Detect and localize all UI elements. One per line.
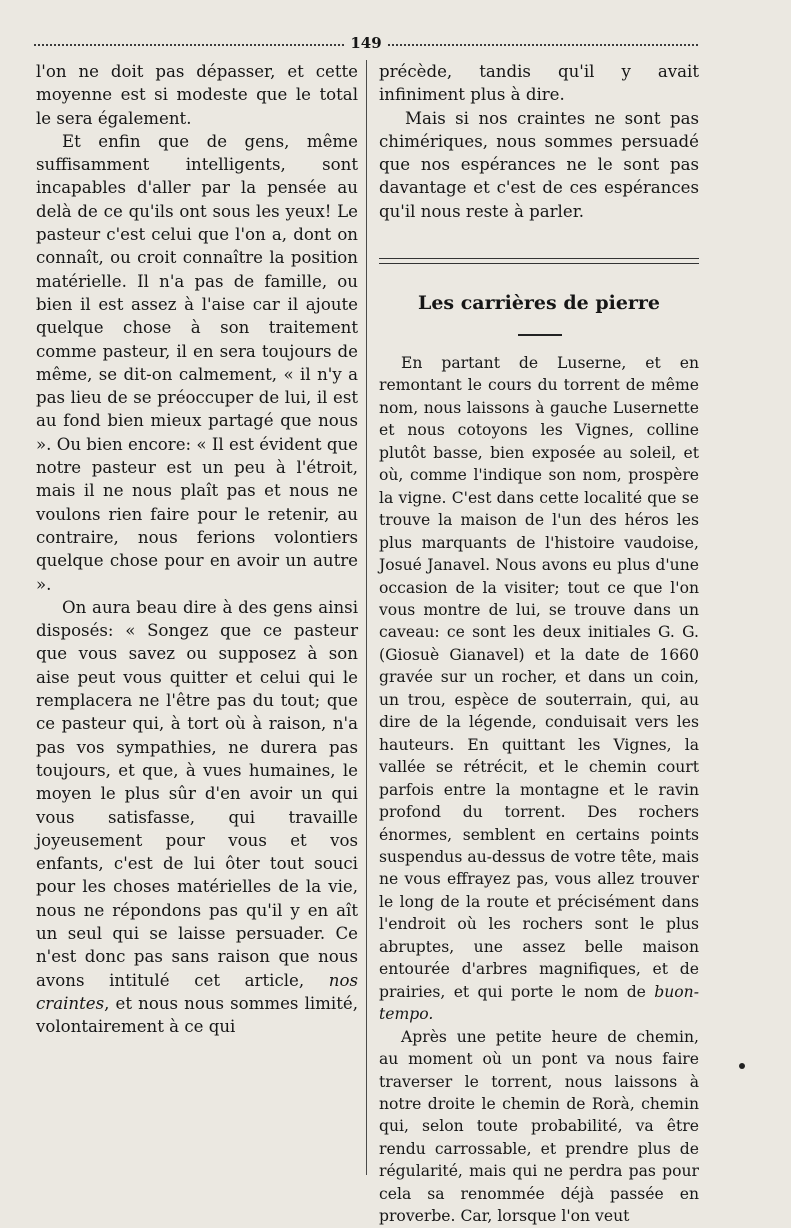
- right-column-article: [379, 352, 699, 1228]
- article-paragraph-1-italic: buon-tempo.: [379, 982, 699, 1024]
- section-double-rule: [379, 258, 699, 264]
- ink-speck: [739, 1063, 745, 1069]
- left-column: [36, 60, 358, 1038]
- left-paragraph-3-text: On aura beau dire à des gens ainsi disposés: « Songez que ce pasteur que vous savez ou supposez à son aise peut vous quitter et celui qui le remplacera ne l'être pas du tout; que ce pasteur qui, à tort où à raison, n'a pas vos sympathies, ne durera pas toujours, et que, à vues humaines, le moyen le plus sûr d'en avoir un qui vous satisfasse, qui travaille joyeusement pour vous et vos enfants, c'est de lui ôter tout souci pour les choses matérielles de la vie, nous ne répondons pas qu'il y en aît un seul qui se laisse persuader. Ce n'est donc pas sans raison que nous avons intitulé cet article,: [36, 597, 358, 990]
- article-paragraph-2: Après une petite heure de chemin, au moment où un pont va nous faire traverser le torrent, nous laissons à notre droite le chemin de Rorà, chemin qui, selon toute probabilité, va être rendu carrossable, et prendre plus de régularité, mais qui ne perdra pas pour cela sa renommée déjà passée en proverbe. Car, lorsque l'on veut: [379, 1027, 699, 1226]
- left-paragraph-3: [36, 596, 358, 1039]
- left-paragraph-3-end: , et nous nous sommes limité, volontairement à ce qui: [36, 993, 358, 1037]
- title-short-rule: [518, 334, 562, 336]
- right-column-top: [379, 60, 699, 223]
- article-paragraph-1-text: En partant de Luserne, et en remontant le cours du torrent de même nom, nous laissons à gauche Lusernette et nous cotoyons les Vignes, colline plutôt basse, bien exposée au soleil, et où, comme l'indique son nom, prospère la vigne. C'est dans cette localité que se trouve la maison de l'un des héros les plus marquants de l'histoire vaudoise, Josué Janavel. Nous avons eu plus d'une occasion de la visiter; tout ce que l'on vous montre de lui, se trouve dans un caveau: ce sont les deux initiales G. G. (Giosuè Gianavel) et la date de 1660 gravée sur un rocher, et dans un coin, un trou, espèce de souterrain, qui, au dire de la légende, conduisait vers les hauteurs. En quittant les Vignes, la vallée se rétrécit, et le chemin court parfois entre la montagne et le ravin profond du torrent. Des rochers énormes, semblent en certains points suspendus au-dessus de votre tête, mais ne vous effrayez pas, vous allez trouver le long de la route et précisément dans l'endroit où les rochers sont le plus abruptes, une assez belle maison entourée d'arbres magnifiques, et de prairies, et qui porte le nom de: [379, 354, 699, 1001]
- left-paragraph-1: l'on ne doit pas dépasser, et cette moyenne est si modeste que le total le sera également.: [36, 62, 358, 128]
- page-number: 149: [350, 34, 382, 52]
- right-paragraph-1: précède, tandis qu'il y avait infiniment plus à dire.: [379, 62, 699, 105]
- column-divider: [366, 60, 367, 1175]
- left-paragraph-3-italic: nos craintes: [36, 970, 358, 1013]
- section-title: Les carrières de pierre: [417, 292, 661, 314]
- header-rule-left: [34, 44, 344, 46]
- article-paragraph-1: [379, 352, 699, 1026]
- left-paragraph-2: Et enfin que de gens, même suffisamment intelligents, sont incapables d'aller par la pensée au delà de ce qu'ils ont sous les yeux! Le pasteur c'est celui que l'on a, dont on connaît, ou croit connaître la position matérielle. Il n'a pas de famille, ou bien il est assez à l'aise car il ajoute quelque chose à son traitement comme pasteur, il en sera toujours de même, se dit-on calmement, « il n'y a pas lieu de se préoccuper de lui, il est au fond bien mieux partagé que nous ». Ou bien encore: « Il est évident que notre pasteur est un peu à l'étroit, mais il ne nous plaît pas et nous ne voulons rien faire pour le retenir, au contraire, nous ferions volontiers quelque chose pour en avoir un autre ».: [36, 131, 358, 594]
- page-header: [34, 34, 698, 54]
- right-paragraph-2: Mais si nos craintes ne sont pas chimériques, nous sommes persuadé que nos espérances ne le sont pas davantage et c'est de ces espérances qu'il nous reste à parler.: [379, 108, 699, 221]
- header-rule-right: [388, 44, 698, 46]
